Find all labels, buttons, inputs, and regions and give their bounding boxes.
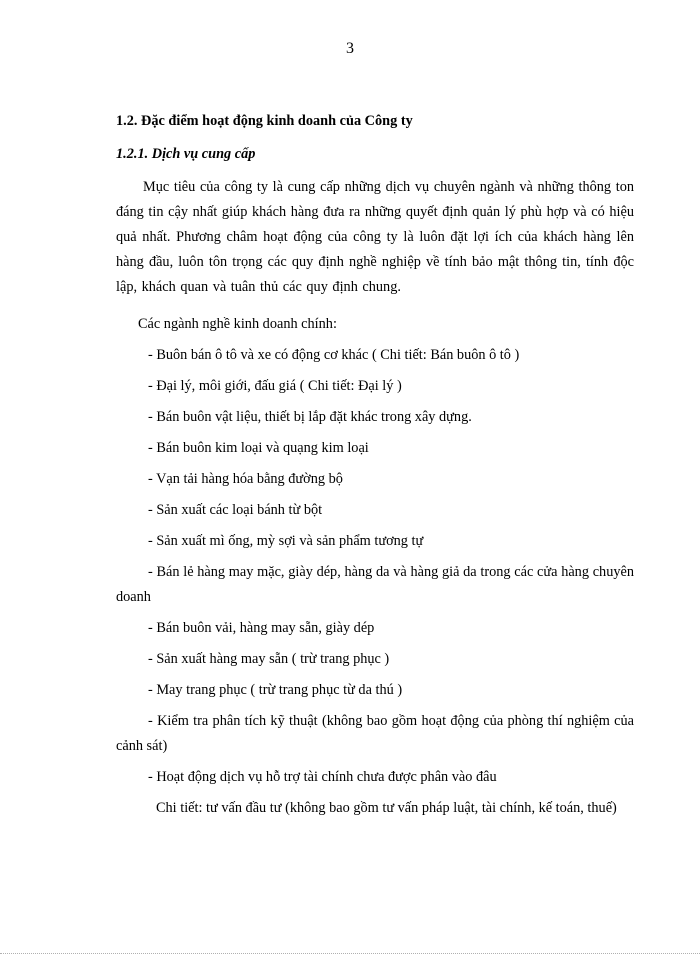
list-item: - Sản xuất mì ống, mỳ sợi và sản phẩm tương tự xyxy=(148,533,424,549)
list-item: - Bán lẻ hàng may mặc, giày dép, hàng da và hàng giả da trong các cửa hàng chuyên doanh xyxy=(116,564,634,605)
business-lines-label: Các ngành nghề kinh doanh chính: xyxy=(138,316,337,332)
list-item: - Bán buôn vật liệu, thiết bị lắp đặt khác trong xây dựng. xyxy=(148,409,472,425)
page-bottom-divider xyxy=(0,953,700,954)
list-item: - Bán buôn vải, hàng may sẵn, giày dép xyxy=(148,620,375,636)
list-item: - May trang phục ( trừ trang phục từ da thú ) xyxy=(148,682,403,698)
section-heading: 1.2. Đặc điểm hoạt động kinh doanh của Công ty xyxy=(116,113,413,129)
list-item: - Vạn tải hàng hóa bằng đường bộ xyxy=(148,471,343,487)
list-item: - Hoạt động dịch vụ hỗ trợ tài chính chưa được phân vào đâu xyxy=(148,769,497,785)
detail-line: Chi tiết: tư vấn đầu tư (không bao gồm tư vấn pháp luật, tài chính, kế toán, thuế) xyxy=(156,800,617,816)
list-item: - Kiểm tra phân tích kỹ thuật (không bao gồm hoạt động của phòng thí nghiệm của cảnh sát) xyxy=(116,713,634,754)
list-item: - Buôn bán ô tô và xe có động cơ khác ( Chi tiết: Bán buôn ô tô ) xyxy=(148,347,520,363)
subsection-heading: 1.2.1. Dịch vụ cung cấp xyxy=(116,146,256,162)
list-item: - Bán buôn kim loại và quạng kim loại xyxy=(148,440,369,456)
page-content xyxy=(116,112,634,821)
list-item: - Đại lý, môi giới, đấu giá ( Chi tiết: Đại lý ) xyxy=(148,378,402,394)
page-number: 3 xyxy=(346,40,354,57)
list-item: - Sản xuất các loại bánh từ bột xyxy=(148,502,323,518)
intro-paragraph: Mục tiêu của công ty là cung cấp những dịch vụ chuyên ngành và những thông ton đáng tin cậy nhất giúp khách hàng đưa ra những quyết định quản lý phù hợp và có hiệu quả nhất. Phương châm hoạt động của công ty là luôn đặt lợi ích của khách hàng lên hàng đầu, luôn tôn trọng các quy định nghề nghiệp về tính bảo mật thông tin, tính độc lập, khách quan và tuân thủ các quy định chung. xyxy=(116,179,634,295)
list-item: - Sản xuất hàng may sẵn ( trừ trang phục ) xyxy=(148,651,390,667)
